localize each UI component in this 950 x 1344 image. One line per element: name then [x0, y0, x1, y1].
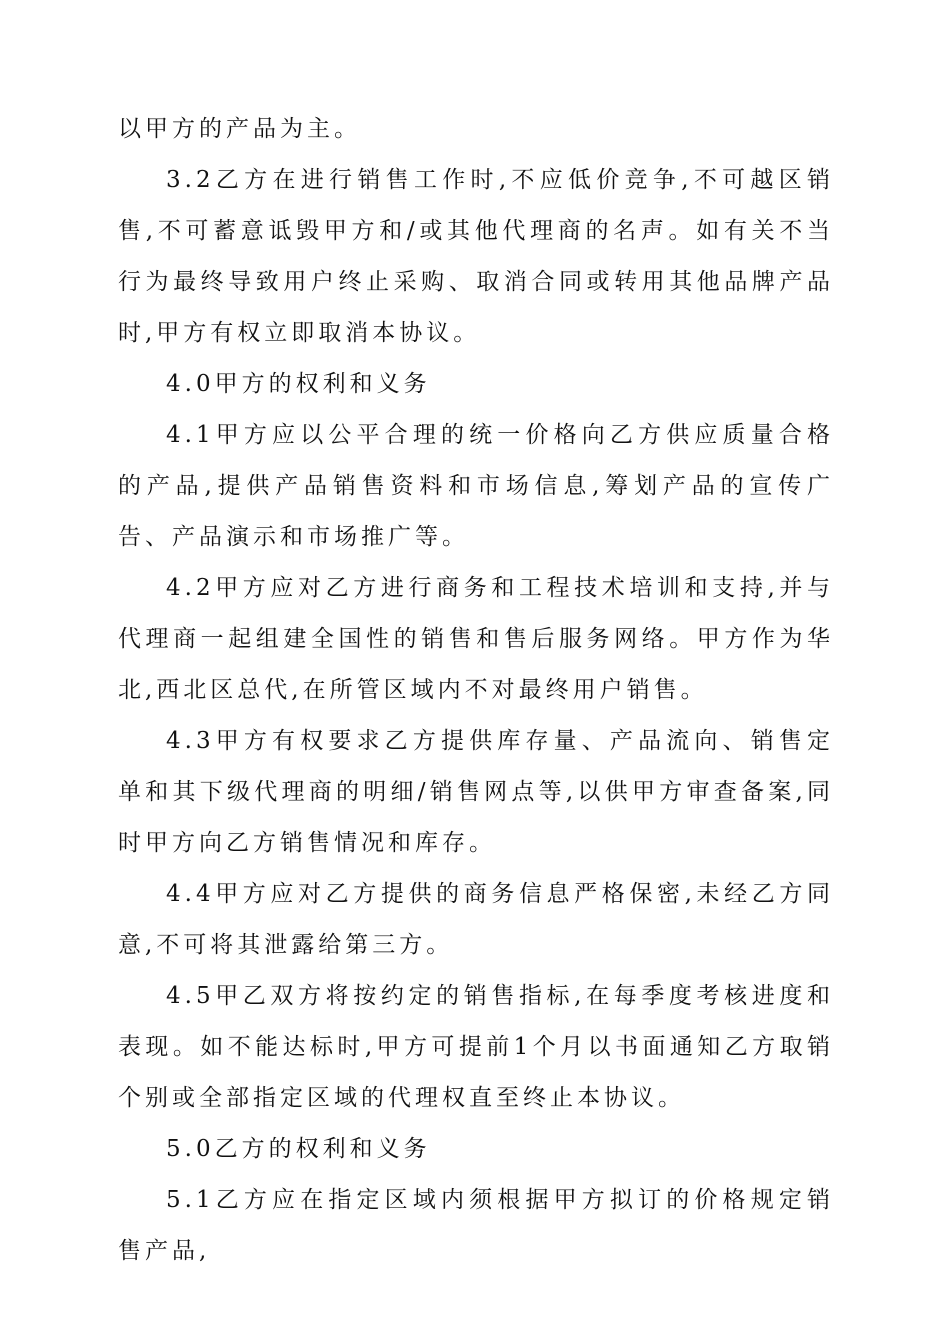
section-heading-5-0: 5.0乙方的权利和义务 [166, 1136, 431, 1162]
clause-3-2: 3.2乙方在进行销售工作时,不应低价竞争,不可越区销售,不可蓄意诋毁甲方和/或其他代理商的名声。如有关不当行为最终导致用户终止采购、取消合同或转用其他品牌产品时,甲方有权立即取消本协议。 [118, 167, 834, 346]
section-heading-4-0: 4.0甲方的权利和义务 [166, 371, 431, 397]
clause-4-5: 4.5甲乙双方将按约定的销售指标,在每季度考核进度和表现。如不能达标时,甲方可提前1个月以书面通知乙方取销个别或全部指定区域的代理权直至终止本协议。 [118, 983, 834, 1111]
paragraph-continuation: 以甲方的产品为主。 [118, 116, 361, 142]
clause-4-2: 4.2甲方应对乙方进行商务和工程技术培训和支持,并与代理商一起组建全国性的销售和售后服务网络。甲方作为华北,西北区总代,在所管区域内不对最终用户销售。 [118, 575, 834, 703]
clause-4-1: 4.1甲方应以公平合理的统一价格向乙方供应质量合格的产品,提供产品销售资料和市场信息,筹划产品的宣传广告、产品演示和市场推广等。 [118, 422, 834, 550]
clause-4-4: 4.4甲方应对乙方提供的商务信息严格保密,未经乙方同意,不可将其泄露给第三方。 [118, 881, 834, 958]
clause-4-3: 4.3甲方有权要求乙方提供库存量、产品流向、销售定单和其下级代理商的明细/销售网点等,以供甲方审查备案,同时甲方向乙方销售情况和库存。 [118, 728, 834, 856]
clause-5-1: 5.1乙方应在指定区域内须根据甲方拟订的价格规定销售产品, [118, 1187, 834, 1264]
document-body [118, 104, 834, 1277]
